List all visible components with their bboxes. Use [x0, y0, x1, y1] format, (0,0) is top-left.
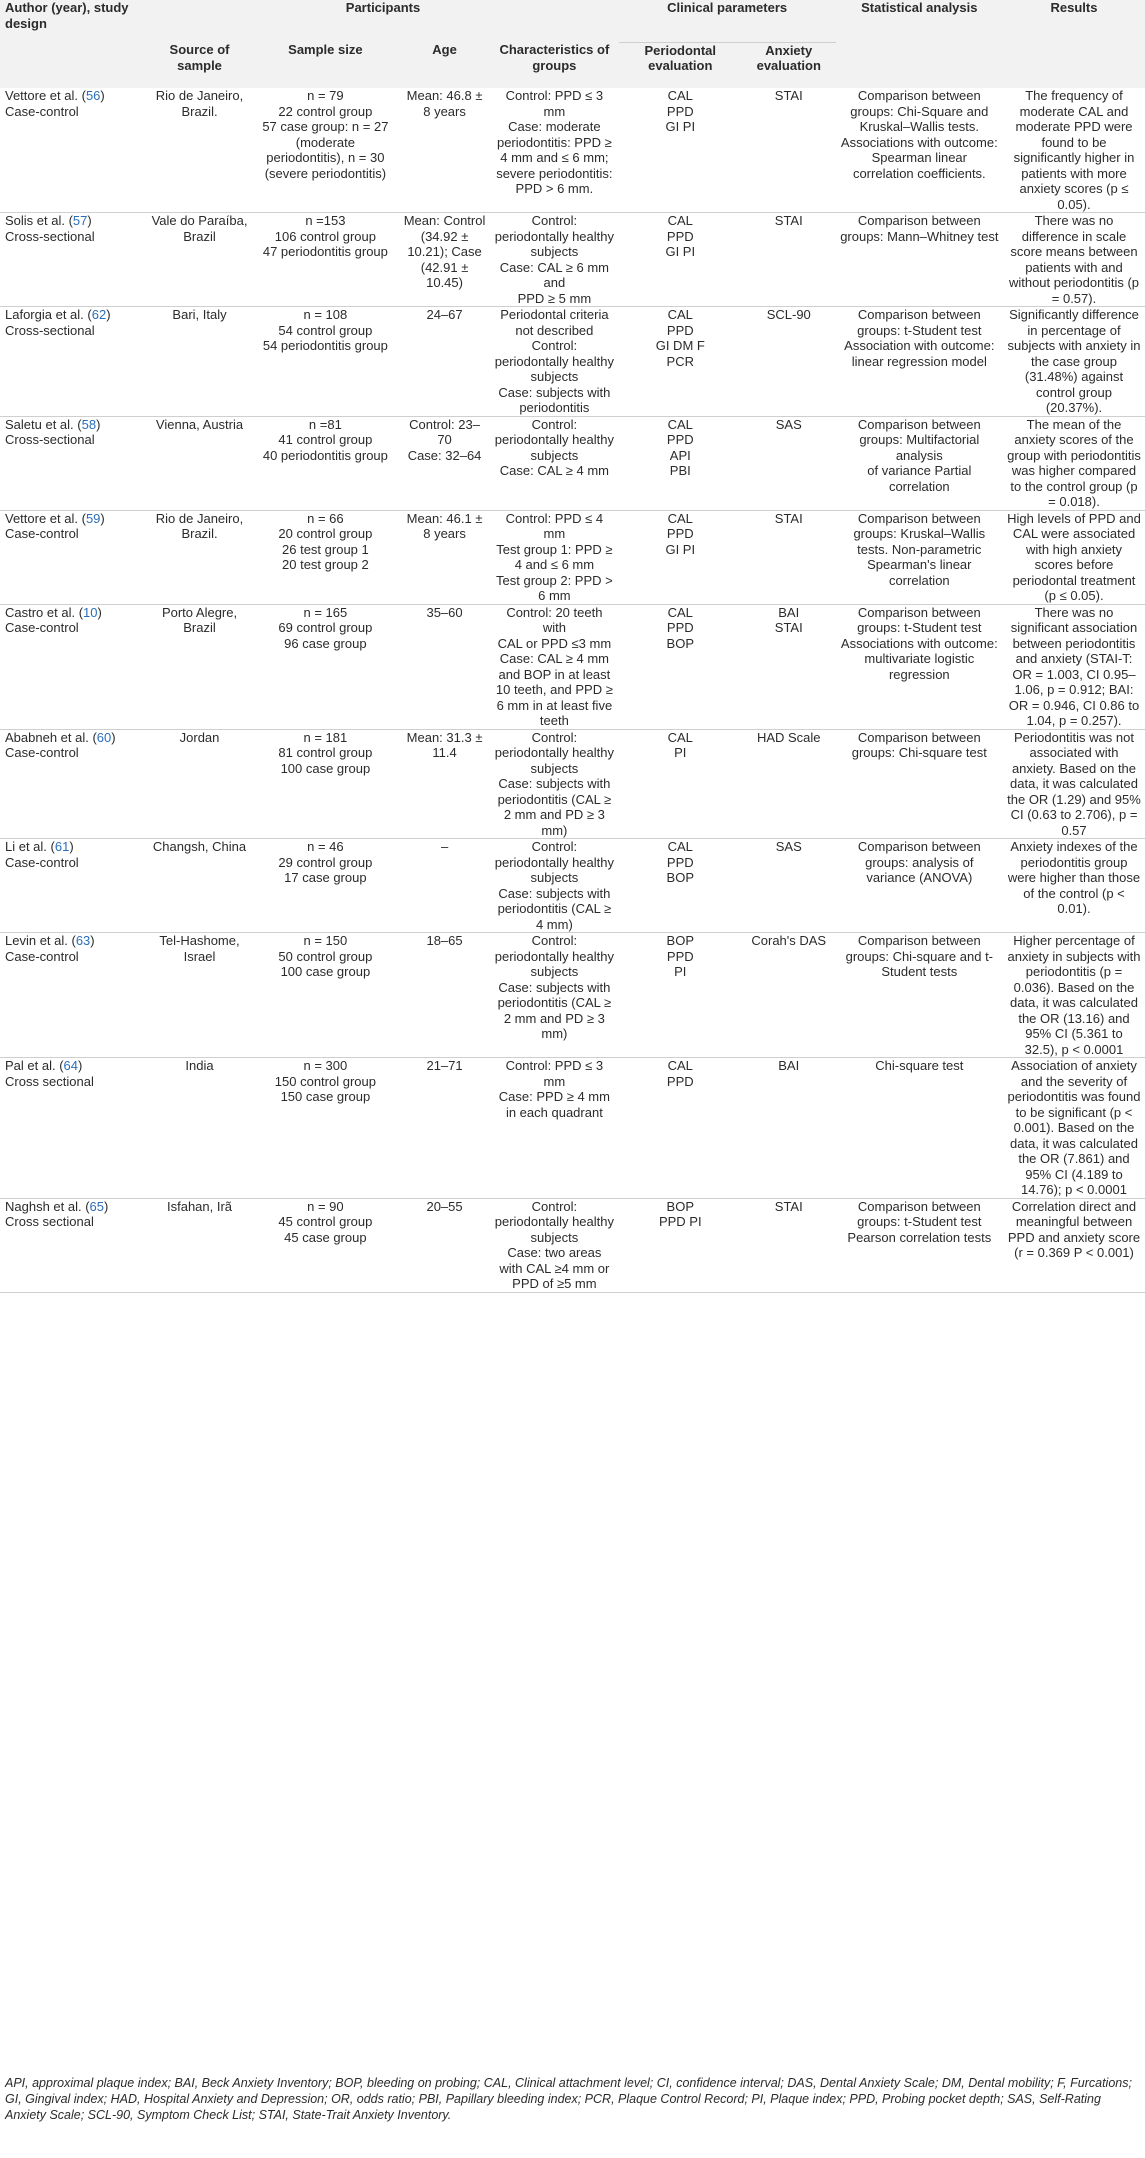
- cell-characteristics: Periodontal criteria not described Control: periodontally healthy subjects Case: subjects with periodontitis: [490, 307, 619, 417]
- cell-sample: n = 165 69 control group 96 case group: [252, 604, 399, 729]
- cell-characteristics: Control: periodontally healthy subjects Case: subjects with periodontitis (CAL ≥ 2 mm and PD ≥ 3 mm): [490, 729, 619, 839]
- cell-author: [0, 1198, 147, 1292]
- reference-link[interactable]: 10: [83, 604, 98, 620]
- cell-periodontal: CAL PPD GI PI: [619, 510, 742, 604]
- author-close: ): [100, 510, 105, 526]
- cell-characteristics: Control: periodontally healthy subjects Case: subjects with periodontitis (CAL ≥ 2 mm and PD ≥ 3 mm): [490, 933, 619, 1058]
- cell-sample: n = 108 54 control group 54 periodontitis group: [252, 307, 399, 417]
- cell-statistical: Comparison between groups: t-Student test Pearson correlation tests: [836, 1198, 1003, 1292]
- study-design: Cross sectional: [5, 1073, 94, 1089]
- cell-anxiety: STAI: [742, 510, 836, 604]
- cell-source: Rio de Janeiro, Brazil.: [147, 88, 251, 213]
- table-row: [0, 510, 1145, 604]
- cell-characteristics: Control: periodontally healthy subjects Case: CAL ≥ 4 mm: [490, 416, 619, 510]
- cell-statistical: Comparison between groups: Chi-square test: [836, 729, 1003, 839]
- cell-sample: n = 79 22 control group 57 case group: n = 27 (moderate periodontitis), n = 30 (severe periodontitis): [252, 88, 399, 213]
- cell-results: High levels of PPD and CAL were associated with high anxiety scores before periodontal treatment (p ≤ 0.05).: [1003, 510, 1145, 604]
- header-age: Age: [399, 42, 490, 88]
- cell-periodontal: CAL PPD API PBI: [619, 416, 742, 510]
- study-design: Case-control: [5, 745, 79, 760]
- reference-link[interactable]: 64: [63, 1058, 78, 1073]
- study-design: Cross-sectional: [5, 228, 95, 244]
- cell-statistical: Comparison between groups: t-Student test Association with outcome: linear regression model: [836, 307, 1003, 417]
- cell-anxiety: STAI: [742, 88, 836, 213]
- cell-source: Porto Alegre, Brazil: [147, 604, 251, 729]
- cell-age: 20–55: [399, 1198, 490, 1292]
- cell-statistical: Comparison between groups: Chi-square and t-Student tests: [836, 933, 1003, 1058]
- author-close: ): [106, 307, 111, 322]
- cell-results: The frequency of moderate CAL and moderate PPD were found to be significantly higher in patients with more anxiety scores (p ≤ 0.05).: [1003, 88, 1145, 213]
- cell-author: [0, 416, 147, 510]
- table-row: [0, 88, 1145, 213]
- cell-author: [0, 88, 147, 213]
- header-statistical-analysis: Statistical analysis: [836, 0, 1003, 88]
- cell-statistical: Comparison between groups: Mann–Whitney test: [836, 213, 1003, 307]
- author-close: ): [104, 1198, 109, 1214]
- study-design: Cross sectional: [5, 1214, 94, 1229]
- cell-source: Vale do Paraíba, Brazil: [147, 213, 251, 307]
- cell-author: [0, 307, 147, 417]
- reference-link[interactable]: 58: [81, 416, 97, 432]
- cell-characteristics: Control: PPD ≤ 3 mm Case: PPD ≥ 4 mm in each quadrant: [490, 1058, 619, 1199]
- cell-sample: n =81 41 control group 40 periodontitis group: [252, 416, 399, 510]
- cell-age: –: [399, 839, 490, 933]
- cell-periodontal: CAL PPD BOP: [619, 839, 742, 933]
- cell-periodontal: CAL PPD GI DM F PCR: [619, 307, 742, 417]
- cell-periodontal: CAL PPD: [619, 1058, 742, 1199]
- table-row: [0, 1058, 1145, 1199]
- table-row: [0, 416, 1145, 510]
- cell-results: Periodontitis was not associated with anxiety. Based on the data, it was calculated the OR (1.29) and 95% CI (0.63 to 2.706), p = 0.57: [1003, 729, 1145, 839]
- author-close: ): [78, 1058, 83, 1073]
- cell-results: There was no significant association between periodontitis and anxiety (STAI-T: OR = 1.003, CI 0.95–1.06, p = 0.912; BAI: OR = 0.946, CI 0.86 to 1.04, p = 0.257).: [1003, 604, 1145, 729]
- cell-periodontal: CAL PI: [619, 729, 742, 839]
- cell-characteristics: Control: PPD ≤ 4 mm Test group 1: PPD ≥ 4 and ≤ 6 mm Test group 2: PPD > 6 mm: [490, 510, 619, 604]
- header-results: Results: [1003, 0, 1145, 88]
- cell-periodontal: BOP PPD PI: [619, 1198, 742, 1292]
- cell-author: [0, 1058, 147, 1199]
- cell-age: 21–71: [399, 1058, 490, 1199]
- cell-statistical: Comparison between groups: Multifactorial analysis of variance Partial correlation: [836, 416, 1003, 510]
- study-design: Case-control: [5, 620, 79, 635]
- table-footnote: API, approximal plaque index; BAI, Beck Anxiety Inventory; BOP, bleeding on probing; CAL, Clinical attachment level; CI, confidence interval; DAS, Dental Anxiety Scale; DM, Dental mobility; F, Furcations; GI, Gingival index; HAD, Hospital Anxiety and Depression; OR, odds ratio; PBI, Papillary bleeding index; PCR, Plaque Control Record; PI, Plaque index; PPD, Probing pocket depth; SAS, Self-Rating Anxiety Scale; SCL-90, Symptom Check List; STAI, State-Trait Anxiety Inventory.: [5, 2076, 1132, 2122]
- author-close: ): [90, 933, 95, 948]
- cell-author: [0, 839, 147, 933]
- cell-source: Vienna, Austria: [147, 416, 251, 510]
- cell-author: [0, 933, 147, 1058]
- cell-anxiety: SAS: [742, 416, 836, 510]
- cell-anxiety: STAI: [742, 213, 836, 307]
- author-name: Ababneh et al. (: [5, 729, 97, 745]
- header-sample-size: Sample size: [252, 42, 399, 88]
- header-characteristics: Characteristics of groups: [490, 42, 619, 88]
- cell-results: Higher percentage of anxiety in subjects with periodontitis (p = 0.036). Based on the data, it was calculated the OR (13.16) and 95% CI (5.361 to 32.5), p < 0.0001: [1003, 933, 1145, 1058]
- author-close: ): [96, 416, 101, 432]
- cell-results: Correlation direct and meaningful between PPD and anxiety score (r = 0.369 P < 0.001): [1003, 1198, 1145, 1292]
- cell-age: Mean: 31.3 ± 11.4: [399, 729, 490, 839]
- author-name: Solis et al. (: [5, 213, 73, 228]
- header-participants: Participants: [147, 0, 618, 42]
- table-row: [0, 604, 1145, 729]
- reference-link[interactable]: 56: [85, 88, 101, 103]
- author-close: ): [111, 729, 116, 745]
- cell-anxiety: BAI STAI: [742, 604, 836, 729]
- cell-sample: n =153 106 control group 47 periodontitis group: [252, 213, 399, 307]
- reference-link[interactable]: 60: [96, 729, 112, 745]
- author-close: ): [87, 213, 92, 228]
- table-row: [0, 1198, 1145, 1292]
- author-name: Naghsh et al. (: [5, 1198, 90, 1214]
- author-close: ): [100, 88, 105, 103]
- author-name: Laforgia et al. (: [5, 307, 92, 322]
- table-row: [0, 307, 1145, 417]
- cell-statistical: Comparison between groups: Chi-Square and Kruskal–Wallis tests. Associations with outcome: Spearman linear correlation coefficients.: [836, 88, 1003, 213]
- author-name: Vettore et al. (: [5, 88, 86, 103]
- cell-age: 35–60: [399, 604, 490, 729]
- author-close: ): [97, 604, 102, 620]
- cell-author: [0, 729, 147, 839]
- cell-age: Control: 23–70 Case: 32–64: [399, 416, 490, 510]
- cell-age: Mean: 46.1 ± 8 years: [399, 510, 490, 604]
- author-name: Saletu et al. (: [5, 416, 82, 432]
- study-design: Case-control: [5, 103, 79, 119]
- cell-sample: n = 300 150 control group 150 case group: [252, 1058, 399, 1199]
- cell-characteristics: Control: PPD ≤ 3 mm Case: moderate periodontitis: PPD ≥ 4 mm and ≤ 6 mm; severe periodontitis: PPD > 6 mm.: [490, 88, 619, 213]
- cell-periodontal: CAL PPD BOP: [619, 604, 742, 729]
- cell-statistical: Comparison between groups: Kruskal–Wallis tests. Non-parametric Spearman's linear correlation: [836, 510, 1003, 604]
- cell-anxiety: Corah's DAS: [742, 933, 836, 1058]
- cell-source: Tel-Hashome, Israel: [147, 933, 251, 1058]
- study-design: Cross-sectional: [5, 432, 95, 447]
- header-clinical-parameters: Clinical parameters: [619, 0, 836, 42]
- cell-statistical: Comparison between groups: t-Student test Associations with outcome: multivariate logistic regression: [836, 604, 1003, 729]
- author-name: Li et al. (: [5, 839, 55, 854]
- cell-characteristics: Control: periodontally healthy subjects Case: CAL ≥ 6 mm and PPD ≥ 5 mm: [490, 213, 619, 307]
- reference-link[interactable]: 57: [72, 213, 88, 228]
- cell-characteristics: Control: 20 teeth with CAL or PPD ≤3 mm Case: CAL ≥ 4 mm and BOP in at least 10 teeth, and PPD ≥ 6 mm in at least five teeth: [490, 604, 619, 729]
- study-design: Cross-sectional: [5, 322, 95, 338]
- cell-statistical: Comparison between groups: analysis of variance (ANOVA): [836, 839, 1003, 933]
- author-name: Pal et al. (: [5, 1058, 64, 1073]
- reference-link[interactable]: 62: [91, 307, 107, 322]
- reference-link[interactable]: 63: [75, 933, 91, 948]
- cell-anxiety: BAI: [742, 1058, 836, 1199]
- cell-author: [0, 604, 147, 729]
- cell-source: Isfahan, Irã: [147, 1198, 251, 1292]
- study-design: Case-control: [5, 526, 79, 541]
- author-name: Vettore et al. (: [5, 510, 86, 526]
- cell-sample: n = 46 29 control group 17 case group: [252, 839, 399, 933]
- cell-anxiety: SAS: [742, 839, 836, 933]
- header-periodontal-evaluation: Periodontal evaluation: [619, 42, 742, 88]
- cell-sample: n = 181 81 control group 100 case group: [252, 729, 399, 839]
- author-name: Levin et al. (: [5, 933, 76, 948]
- cell-anxiety: STAI: [742, 1198, 836, 1292]
- cell-periodontal: CAL PPD GI PI: [619, 213, 742, 307]
- cell-periodontal: BOP PPD PI: [619, 933, 742, 1058]
- header-anxiety-evaluation: Anxiety evaluation: [742, 42, 836, 88]
- cell-characteristics: Control: periodontally healthy subjects Case: two areas with CAL ≥4 mm or PPD of ≥5 mm: [490, 1198, 619, 1292]
- author-name: Castro et al. (: [5, 604, 84, 620]
- table-body: [0, 88, 1145, 1292]
- cell-source: Changsh, China: [147, 839, 251, 933]
- cell-source: India: [147, 1058, 251, 1199]
- header-author: Author (year), study design: [0, 0, 147, 88]
- reference-link[interactable]: 61: [54, 839, 70, 854]
- cell-anxiety: SCL-90: [742, 307, 836, 417]
- table-row: [0, 213, 1145, 307]
- reference-link[interactable]: 65: [89, 1198, 105, 1214]
- cell-age: Mean: 46.8 ± 8 years: [399, 88, 490, 213]
- cell-age: 24–67: [399, 307, 490, 417]
- cell-sample: n = 66 20 control group 26 test group 1 20 test group 2: [252, 510, 399, 604]
- cell-source: Jordan: [147, 729, 251, 839]
- cell-sample: n = 90 45 control group 45 case group: [252, 1198, 399, 1292]
- cell-results: Significantly difference in percentage of subjects with anxiety in the case group (31.48%) against control group (20.37%).: [1003, 307, 1145, 417]
- cell-characteristics: Control: periodontally healthy subjects Case: subjects with periodontitis (CAL ≥ 4 mm): [490, 839, 619, 933]
- cell-age: Mean: Control (34.92 ± 10.21); Case (42.91 ± 10.45): [399, 213, 490, 307]
- cell-author: [0, 510, 147, 604]
- cell-results: Anxiety indexes of the periodontitis group were higher than those of the control (p < 0.01).: [1003, 839, 1145, 933]
- table-row: [0, 839, 1145, 933]
- reference-link[interactable]: 59: [85, 510, 101, 526]
- study-design: Case-control: [5, 948, 79, 964]
- cell-source: Bari, Italy: [147, 307, 251, 417]
- cell-sample: n = 150 50 control group 100 case group: [252, 933, 399, 1058]
- table-row: [0, 729, 1145, 839]
- author-close: ): [69, 839, 74, 854]
- study-design: Case-control: [5, 854, 79, 870]
- cell-periodontal: CAL PPD GI PI: [619, 88, 742, 213]
- cell-source: Rio de Janeiro, Brazil.: [147, 510, 251, 604]
- table-row: [0, 933, 1145, 1058]
- cell-results: The mean of the anxiety scores of the group with periodontitis was higher compared to the control group (p = 0.018).: [1003, 416, 1145, 510]
- cell-author: [0, 213, 147, 307]
- cell-results: There was no difference in scale score means between patients with and without periodontitis (p = 0.57).: [1003, 213, 1145, 307]
- header-source: Source of sample: [147, 42, 251, 88]
- cell-age: 18–65: [399, 933, 490, 1058]
- cell-results: Association of anxiety and the severity of periodontitis was found to be significant (p < 0.001). Based on the data, it was calculated the OR (7.861) and 95% CI (4.189 to 14.76); p < 0.0001: [1003, 1058, 1145, 1199]
- cell-statistical: Chi-square test: [836, 1058, 1003, 1199]
- cell-anxiety: HAD Scale: [742, 729, 836, 839]
